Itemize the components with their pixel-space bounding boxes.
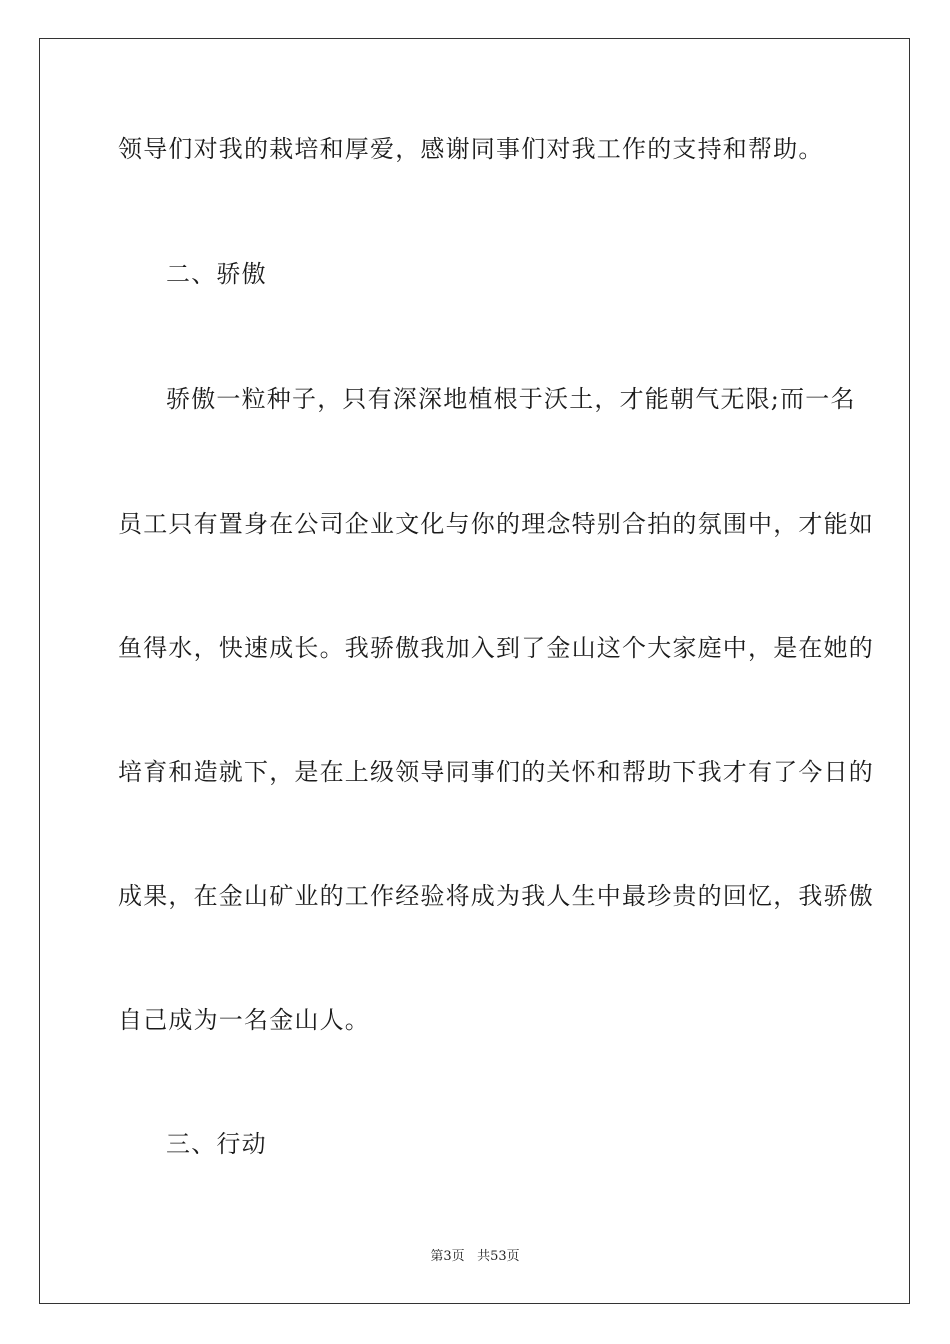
body-text-line: 成果，在金山矿业的工作经验将成为我人生中最珍贵的回忆，我骄傲 bbox=[118, 882, 874, 910]
section-heading: 二、骄傲 bbox=[166, 260, 267, 288]
page-footer bbox=[0, 1249, 950, 1265]
body-text-line: 领导们对我的栽培和厚爱，感谢同事们对我工作的支持和帮助。 bbox=[118, 135, 824, 163]
body-text-line: 骄傲一粒种子，只有深深地植根于沃土，才能朝气无限;而一名 bbox=[166, 385, 856, 413]
body-text-line: 员工只有置身在公司企业文化与你的理念特别合拍的氛围中，才能如 bbox=[118, 510, 874, 538]
page-border bbox=[39, 38, 910, 1304]
section-heading: 三、行动 bbox=[166, 1130, 267, 1158]
body-text-line: 培育和造就下，是在上级领导同事们的关怀和帮助下我才有了今日的 bbox=[118, 758, 874, 786]
body-text-line: 自己成为一名金山人。 bbox=[118, 1006, 370, 1034]
page-number: 第3页 bbox=[430, 1249, 465, 1264]
body-text-line: 鱼得水，快速成长。我骄傲我加入到了金山这个大家庭中，是在她的 bbox=[118, 634, 874, 662]
page-total: 共53页 bbox=[477, 1249, 520, 1264]
